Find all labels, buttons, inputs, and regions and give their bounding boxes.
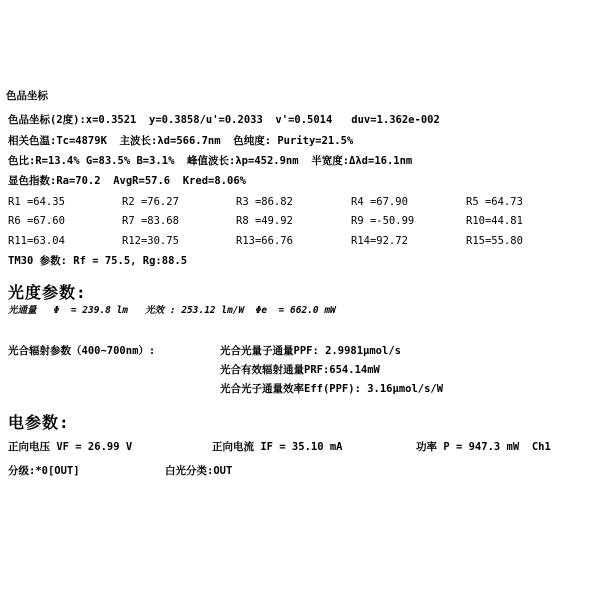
cct-line: 相关色温:Tc=4879K 主波长:λd=566.7nm 色纯度: Purity=21.5%	[8, 135, 354, 147]
r-value-cell: R1 =64.35	[8, 196, 65, 208]
r-value-cell: R7 =83.68	[122, 215, 179, 227]
photometric-heading: 光度参数:	[8, 283, 87, 302]
r-value-cell: R13=66.76	[236, 235, 293, 247]
r-value-cell: R9 =-50.99	[351, 215, 415, 227]
r-value-cell: R2 =76.27	[122, 196, 179, 208]
forward-current: 正向电流 IF = 35.10 mA	[212, 441, 343, 453]
r-value-cell: R3 =86.82	[236, 196, 293, 208]
tm30-line: TM30 参数: Rf = 75.5, Rg:88.5	[8, 255, 188, 267]
r-value-cell: R5 =64.73	[466, 196, 523, 208]
cri-line: 显色指数:Ra=70.2 AvgR=57.6 Kred=8.06%	[8, 175, 246, 187]
r-value-cell: R15=55.80	[466, 235, 523, 247]
photometric-line: 光通量 Φ = 239.8 lm 光效 : 253.12 lm/W Φe = 662.0 mW	[8, 305, 336, 316]
grade-line: 分级:*0[OUT]	[8, 465, 80, 477]
electrical-heading: 电参数:	[8, 413, 70, 432]
prf-line: 光合有效辐射通量PRF:654.14mW	[220, 364, 380, 376]
forward-voltage: 正向电压 VF = 26.99 V	[8, 441, 133, 453]
r-value-cell: R11=63.04	[8, 235, 65, 247]
ppf-line: 光合光量子通量PPF: 2.9981μmol/s	[220, 345, 401, 357]
r-value-cell: R12=30.75	[122, 235, 179, 247]
r-value-cell: R4 =67.90	[351, 196, 408, 208]
photosynthetic-label: 光合辐射参数（400~700nm）:	[8, 345, 156, 357]
power-value: 功率 P = 947.3 mW Ch1	[416, 441, 551, 453]
white-class-line: 白光分类:OUT	[165, 465, 233, 477]
r-value-cell: R10=44.81	[466, 215, 523, 227]
eff-line: 光合光子通量效率Eff(PPF): 3.16μmol/s/W	[220, 383, 444, 395]
color-ratio-line: 色比:R=13.4% G=83.5% B=3.1% 峰值波长:λp=452.9nm 半宽度:Δλd=16.1nm	[8, 155, 413, 167]
chromaticity-line: 色品坐标(2度):x=0.3521 y=0.3858/u'=0.2033 v'=0.5014 duv=1.362e-002	[8, 114, 440, 126]
r-value-cell: R8 =49.92	[236, 215, 293, 227]
r-value-cell: R14=92.72	[351, 235, 408, 247]
cropped-header-fragment: 色品坐标	[6, 90, 48, 102]
r-value-cell: R6 =67.60	[8, 215, 65, 227]
